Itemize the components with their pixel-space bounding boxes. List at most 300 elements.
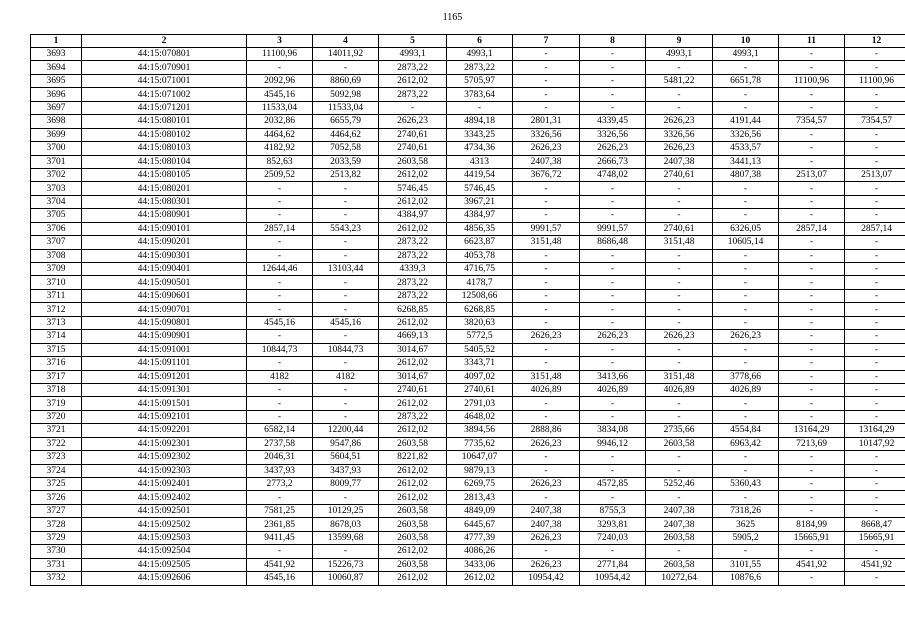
table-cell: 3101,55 (713, 558, 779, 571)
table-cell: - (713, 101, 779, 114)
table-cell: 2603,58 (379, 518, 447, 531)
table-cell: 2612,02 (379, 357, 447, 370)
table-cell: 44:15:091201 (82, 370, 247, 383)
table-row (31, 289, 905, 302)
table-cell: 3694 (31, 61, 82, 74)
table-cell: 44:15:090201 (82, 236, 247, 249)
table-cell: 44:15:091001 (82, 343, 247, 356)
table-cell: 7052,58 (313, 142, 379, 155)
table-cell: 44:15:092606 (82, 572, 247, 585)
table-cell: 2407,38 (513, 155, 580, 168)
table-cell: - (580, 545, 646, 558)
table-cell: 4339,45 (580, 115, 646, 128)
table-cell: 44:15:092201 (82, 424, 247, 437)
table-cell: - (513, 316, 580, 329)
table-cell: - (580, 410, 646, 423)
table-cell: - (247, 357, 313, 370)
table-cell: - (513, 276, 580, 289)
table-cell: 6326,05 (713, 222, 779, 235)
table-cell: 2603,58 (379, 155, 447, 168)
table-cell: 15226,73 (313, 558, 379, 571)
table-cell: - (845, 48, 905, 61)
table-cell: 3437,93 (313, 464, 379, 477)
table-cell: - (713, 249, 779, 262)
table-cell: - (513, 48, 580, 61)
table-cell: 5543,23 (313, 222, 379, 235)
table-cell: 2666,73 (580, 155, 646, 168)
table-row (31, 437, 905, 450)
table-cell: 11100,96 (247, 48, 313, 61)
table-cell: 4748,02 (580, 168, 646, 181)
table-cell: - (779, 236, 845, 249)
table-cell: - (845, 504, 905, 517)
table-cell: - (779, 249, 845, 262)
table-cell: 3727 (31, 504, 82, 517)
table-cell: 3433,06 (447, 558, 513, 571)
table-cell: - (779, 276, 845, 289)
table-cell: 44:15:092401 (82, 478, 247, 491)
table-cell: - (779, 491, 845, 504)
table-cell: - (313, 182, 379, 195)
table-cell: 2740,61 (379, 383, 447, 396)
page-number: 1165 (442, 12, 463, 23)
table-cell: - (713, 491, 779, 504)
table-cell: - (513, 397, 580, 410)
table-cell: - (713, 410, 779, 423)
table-cell: 5092,98 (313, 88, 379, 101)
table-cell: 5481,22 (646, 74, 713, 87)
table-cell: - (779, 48, 845, 61)
table-cell: - (313, 195, 379, 208)
table-cell: 44:15:090501 (82, 276, 247, 289)
table-cell: 2603,58 (379, 504, 447, 517)
table-cell: - (779, 383, 845, 396)
table-cell: 2407,38 (646, 518, 713, 531)
table-row (31, 142, 905, 155)
table-cell: - (646, 182, 713, 195)
table-cell: - (513, 303, 580, 316)
table-cell: 3697 (31, 101, 82, 114)
table-row (31, 115, 905, 128)
table-cell: 4026,89 (513, 383, 580, 396)
table-cell: 5360,43 (713, 478, 779, 491)
table-row (31, 61, 905, 74)
column-header: 3 (247, 35, 313, 48)
table-cell: 3437,93 (247, 464, 313, 477)
table-cell: 2513,07 (845, 168, 905, 181)
table-cell: - (845, 155, 905, 168)
table-cell: - (845, 195, 905, 208)
table-cell: 2813,43 (447, 491, 513, 504)
table-cell: - (513, 343, 580, 356)
table-cell: 10954,42 (513, 572, 580, 585)
table-cell: 44:15:090701 (82, 303, 247, 316)
column-header: 6 (447, 35, 513, 48)
table-cell: 44:15:090801 (82, 316, 247, 329)
table-cell: - (513, 491, 580, 504)
table-cell: 15665,91 (845, 531, 905, 544)
table-cell: 3703 (31, 182, 82, 195)
table-cell: - (379, 101, 447, 114)
table-cell: - (513, 464, 580, 477)
table-row (31, 249, 905, 262)
table-cell: - (713, 209, 779, 222)
table-row (31, 424, 905, 437)
table-cell: 2626,23 (580, 330, 646, 343)
table-cell: - (580, 357, 646, 370)
table-cell: 3705 (31, 209, 82, 222)
table-cell: - (580, 74, 646, 87)
table-row (31, 155, 905, 168)
table-cell: 3778,66 (713, 370, 779, 383)
table-cell: 10876,6 (713, 572, 779, 585)
table-cell: - (646, 397, 713, 410)
table-cell: 4993,1 (646, 48, 713, 61)
table-cell: 2626,23 (646, 330, 713, 343)
table-cell: - (845, 236, 905, 249)
table-cell: 13599,68 (313, 531, 379, 544)
table-cell: 3718 (31, 383, 82, 396)
table-cell: - (845, 289, 905, 302)
table-cell: 44:15:090401 (82, 263, 247, 276)
table-cell: 3413,66 (580, 370, 646, 383)
table-cell: 4178,7 (447, 276, 513, 289)
table-cell: - (779, 289, 845, 302)
table-cell: 5772,5 (447, 330, 513, 343)
table-cell: - (580, 491, 646, 504)
table-cell: 3731 (31, 558, 82, 571)
column-header: 7 (513, 35, 580, 48)
table-row (31, 478, 905, 491)
table-cell: 4182,92 (247, 142, 313, 155)
table-cell: 44:15:080104 (82, 155, 247, 168)
table-cell: - (646, 464, 713, 477)
table-cell: 4339,3 (379, 263, 447, 276)
table-cell: - (845, 343, 905, 356)
table-cell: 4856,35 (447, 222, 513, 235)
table-cell: 2407,38 (646, 504, 713, 517)
column-header: 11 (779, 35, 845, 48)
table-cell: - (646, 276, 713, 289)
table-cell: - (580, 343, 646, 356)
table-cell: - (845, 491, 905, 504)
table-cell: 2407,38 (513, 504, 580, 517)
table-cell: - (580, 249, 646, 262)
table-row (31, 410, 905, 423)
table-cell: - (845, 128, 905, 141)
table-cell: - (513, 357, 580, 370)
table-cell: 44:15:091301 (82, 383, 247, 396)
table-cell: - (845, 572, 905, 585)
table-cell: 2626,23 (513, 478, 580, 491)
table-cell: - (713, 343, 779, 356)
data-table (30, 34, 905, 586)
table-cell: 7213,69 (779, 437, 845, 450)
table-cell: 3834,08 (580, 424, 646, 437)
table-cell: 2603,58 (379, 558, 447, 571)
table-cell: - (313, 249, 379, 262)
table-cell: 5746,45 (379, 182, 447, 195)
table-cell: - (513, 195, 580, 208)
table-cell: 2801,31 (513, 115, 580, 128)
table-cell: 12644,46 (247, 263, 313, 276)
table-cell: - (580, 303, 646, 316)
table-cell: 3723 (31, 451, 82, 464)
table-cell: - (845, 410, 905, 423)
table-cell: 2626,23 (513, 558, 580, 571)
table-cell: - (646, 209, 713, 222)
table-cell: 44:15:070801 (82, 48, 247, 61)
table-cell: - (247, 330, 313, 343)
table-cell: - (845, 464, 905, 477)
table-cell: 44:15:092402 (82, 491, 247, 504)
table-cell: 2092,96 (247, 74, 313, 87)
table-cell: 2603,58 (646, 558, 713, 571)
table-cell: - (580, 289, 646, 302)
table-row (31, 168, 905, 181)
table-cell: - (247, 410, 313, 423)
table-cell: 7240,03 (580, 531, 646, 544)
table-cell: 12200,44 (313, 424, 379, 437)
table-row (31, 504, 905, 517)
table-cell: 44:15:071001 (82, 74, 247, 87)
table-cell: 2612,02 (379, 168, 447, 181)
table-cell: 4734,36 (447, 142, 513, 155)
table-cell: - (513, 263, 580, 276)
table-cell: - (713, 316, 779, 329)
table-cell: - (845, 545, 905, 558)
table-cell: 2740,61 (646, 222, 713, 235)
table-cell: 2737,58 (247, 437, 313, 450)
table-cell: 2873,22 (379, 88, 447, 101)
table-cell: 3710 (31, 276, 82, 289)
table-cell: 8668,47 (845, 518, 905, 531)
header-row (31, 35, 905, 48)
table-cell: 3716 (31, 357, 82, 370)
table-cell: 3698 (31, 115, 82, 128)
table-cell: 2626,23 (713, 330, 779, 343)
table-cell: - (845, 330, 905, 343)
table-cell: - (713, 545, 779, 558)
table-cell: 44:15:092505 (82, 558, 247, 571)
table-cell: 4541,92 (845, 558, 905, 571)
table-cell: - (313, 236, 379, 249)
table-cell: 44:15:080901 (82, 209, 247, 222)
table-row (31, 316, 905, 329)
table-cell: 44:15:092101 (82, 410, 247, 423)
table-cell: 2612,02 (379, 222, 447, 235)
table-cell: - (313, 209, 379, 222)
table-cell: 2513,82 (313, 168, 379, 181)
table-cell: 5252,46 (646, 478, 713, 491)
table-cell: 4384,97 (379, 209, 447, 222)
table-row (31, 531, 905, 544)
table-cell: 2626,23 (646, 115, 713, 128)
table-cell: - (247, 236, 313, 249)
table-cell: 5405,52 (447, 343, 513, 356)
table-cell: 3729 (31, 531, 82, 544)
table-cell: - (580, 101, 646, 114)
table-cell: 852,63 (247, 155, 313, 168)
table-cell: 14011,92 (313, 48, 379, 61)
table-cell: - (646, 249, 713, 262)
table-cell: - (779, 357, 845, 370)
table-cell: - (845, 478, 905, 491)
table-cell: - (580, 195, 646, 208)
table-cell: 44:15:092504 (82, 545, 247, 558)
table-cell: 4182 (247, 370, 313, 383)
table-cell: - (713, 263, 779, 276)
table-cell: 44:15:071002 (82, 88, 247, 101)
table-cell: 3326,56 (713, 128, 779, 141)
table-row (31, 545, 905, 558)
table-cell: - (779, 195, 845, 208)
table-cell: - (646, 303, 713, 316)
table-cell: 44:15:092503 (82, 531, 247, 544)
table-cell: - (513, 410, 580, 423)
table-cell: - (779, 182, 845, 195)
table-cell: 3151,48 (646, 236, 713, 249)
table-cell: 2791,03 (447, 397, 513, 410)
table-cell: - (646, 451, 713, 464)
table-row (31, 303, 905, 316)
table-cell: - (313, 357, 379, 370)
table-cell: 3625 (713, 518, 779, 531)
table-cell: - (779, 572, 845, 585)
table-cell: 3293,81 (580, 518, 646, 531)
column-header: 5 (379, 35, 447, 48)
table-cell: 44:15:092302 (82, 451, 247, 464)
table-cell: 4554,84 (713, 424, 779, 437)
table-cell: 44:15:090301 (82, 249, 247, 262)
table-cell: - (646, 101, 713, 114)
table-cell: 4313 (447, 155, 513, 168)
table-cell: 7354,57 (779, 115, 845, 128)
table-cell: 8678,03 (313, 518, 379, 531)
table-cell: 10060,87 (313, 572, 379, 585)
table-cell: - (313, 383, 379, 396)
table-cell: 9991,57 (513, 222, 580, 235)
table-cell: - (646, 88, 713, 101)
table-cell: 10844,73 (313, 343, 379, 356)
table-row (31, 558, 905, 571)
table-cell: 2857,14 (845, 222, 905, 235)
table-cell: 4086,26 (447, 545, 513, 558)
table-cell: 4464,62 (247, 128, 313, 141)
table-cell: 11533,04 (313, 101, 379, 114)
table-cell: 3699 (31, 128, 82, 141)
table-cell: 4533,57 (713, 142, 779, 155)
table-cell: - (779, 88, 845, 101)
table-cell: 2626,23 (513, 531, 580, 544)
table-cell: 2771,84 (580, 558, 646, 571)
table-cell: 10147,92 (845, 437, 905, 450)
table-cell: - (845, 142, 905, 155)
table-cell: - (845, 451, 905, 464)
table-cell: - (845, 249, 905, 262)
table-cell: 2626,23 (513, 330, 580, 343)
table-cell: - (247, 545, 313, 558)
table-cell: 3967,21 (447, 195, 513, 208)
table-cell: 3701 (31, 155, 82, 168)
table-cell: - (580, 451, 646, 464)
table-cell: 3894,56 (447, 424, 513, 437)
table-cell: - (845, 101, 905, 114)
table-row (31, 195, 905, 208)
table-cell: 6651,78 (713, 74, 779, 87)
table-cell: 5604,51 (313, 451, 379, 464)
table-cell: 13164,29 (845, 424, 905, 437)
table-cell: - (646, 357, 713, 370)
table-cell: 2407,38 (646, 155, 713, 168)
table-cell: 4572,85 (580, 478, 646, 491)
column-header: 10 (713, 35, 779, 48)
table-cell: - (713, 88, 779, 101)
table-cell: 4894,18 (447, 115, 513, 128)
table-cell: 8686,48 (580, 236, 646, 249)
table-cell: 2603,58 (646, 437, 713, 450)
table-cell: - (779, 209, 845, 222)
table-cell: - (247, 182, 313, 195)
table-cell: 3713 (31, 316, 82, 329)
table-cell: - (845, 61, 905, 74)
table-cell: - (845, 316, 905, 329)
table-cell: 3695 (31, 74, 82, 87)
table-cell: - (313, 303, 379, 316)
table-cell: - (779, 478, 845, 491)
table-cell: - (580, 397, 646, 410)
table-cell: - (247, 289, 313, 302)
table-cell: 4993,1 (713, 48, 779, 61)
table-cell: 44:15:080301 (82, 195, 247, 208)
table-cell: - (779, 303, 845, 316)
table-cell: 44:15:070901 (82, 61, 247, 74)
table-cell: 4541,92 (247, 558, 313, 571)
table-cell: - (247, 397, 313, 410)
table-row (31, 572, 905, 585)
table-cell: - (646, 343, 713, 356)
table-cell: 2513,07 (779, 168, 845, 181)
table-cell: 13164,29 (779, 424, 845, 437)
table-cell: - (713, 464, 779, 477)
table-cell: - (779, 61, 845, 74)
table-cell: 2612,02 (447, 572, 513, 585)
table-cell: - (845, 209, 905, 222)
table-cell: 3721 (31, 424, 82, 437)
table-cell: - (580, 209, 646, 222)
table-cell: - (513, 101, 580, 114)
table-cell: 4545,16 (247, 88, 313, 101)
table-cell: 44:15:091101 (82, 357, 247, 370)
table-cell: 2033,59 (313, 155, 379, 168)
table-cell: 44:15:090901 (82, 330, 247, 343)
table-row (31, 88, 905, 101)
table-cell: 8755,3 (580, 504, 646, 517)
table-cell: - (580, 263, 646, 276)
table-cell: - (513, 289, 580, 302)
table-cell: - (447, 101, 513, 114)
table-cell: 3326,56 (513, 128, 580, 141)
table-row (31, 343, 905, 356)
table-cell: - (845, 397, 905, 410)
table-cell: 4993,1 (379, 48, 447, 61)
table-cell: - (713, 451, 779, 464)
table-cell: 6445,67 (447, 518, 513, 531)
table-cell: 2612,02 (379, 478, 447, 491)
table-cell: 11533,04 (247, 101, 313, 114)
table-cell: 2873,22 (379, 236, 447, 249)
table-cell: 44:15:092501 (82, 504, 247, 517)
